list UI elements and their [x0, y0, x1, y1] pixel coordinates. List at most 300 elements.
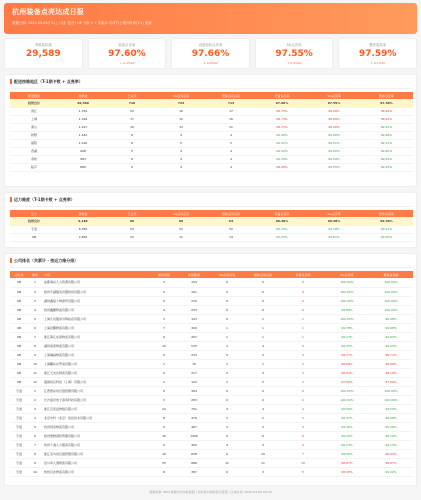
table-cell: 193 — [179, 314, 209, 323]
table-row — [10, 440, 413, 449]
table-row — [10, 131, 413, 139]
column-header[interactable]: 5G点亮点亮 — [209, 271, 245, 278]
table-row — [10, 155, 413, 163]
table-row — [10, 296, 413, 305]
column-header[interactable]: 装机数 — [58, 210, 108, 217]
table-cell: UB — [10, 287, 28, 296]
table-cell: 66 — [156, 217, 206, 225]
region-card-title: 配送按维地区（T-1期卡数 + 点亮率） — [5, 75, 416, 88]
table-cell: 12 — [28, 377, 42, 386]
table-cell: 1 — [28, 386, 42, 395]
table-cell: 11 — [206, 123, 256, 131]
table-cell: 4 — [206, 163, 256, 171]
table-cell: 富阳 — [10, 139, 58, 147]
region-table — [10, 92, 413, 172]
table-row — [10, 359, 413, 368]
table-cell: 3 — [281, 413, 325, 422]
capacity-card-title: 运力维度（T-1期卡数 + 点亮率） — [5, 193, 416, 206]
table-cell: 0 — [245, 395, 281, 404]
table-cell: UB — [10, 278, 28, 287]
kpi-card — [4, 38, 83, 69]
column-header[interactable]: 设备点亮率 — [256, 210, 308, 217]
table-cell: 11 — [156, 233, 206, 241]
table-cell: 99.88% — [325, 305, 369, 314]
kpi-value: 97.59% — [358, 49, 397, 59]
table-cell: 98.67% — [369, 458, 413, 467]
table-cell: 余杭 — [10, 155, 58, 163]
company-table — [10, 271, 413, 477]
table-row — [10, 377, 413, 386]
table-cell: 22 — [108, 107, 156, 115]
column-header[interactable]: 整体点亮点亮 — [206, 92, 256, 99]
table-cell: 5 — [281, 467, 325, 476]
table-row — [10, 467, 413, 476]
table-cell: 上海琳鋆物流有限公司 — [42, 350, 149, 359]
table-cell: 3 — [149, 395, 179, 404]
table-cell: 1 — [245, 314, 281, 323]
table-cell: 1,349 — [58, 115, 108, 123]
table-row — [10, 305, 413, 314]
table-row — [10, 332, 413, 341]
table-cell: 杭州惠鲜餐饮管理有限公司 — [42, 431, 149, 440]
table-cell: 1 — [28, 278, 42, 287]
table-cell: 6 — [149, 332, 179, 341]
column-header[interactable]: 装机条数 — [149, 271, 179, 278]
table-cell: 专送 — [10, 386, 28, 395]
capacity-table — [10, 210, 413, 242]
table-cell: 886 — [179, 458, 209, 467]
table-cell: 99.22% — [369, 467, 413, 476]
table-cell: 217 — [179, 368, 209, 377]
table-cell: UB — [10, 233, 58, 241]
table-cell: 4 — [209, 404, 245, 413]
table-cell: 9 — [108, 163, 156, 171]
table-cell: 4 — [245, 440, 281, 449]
table-cell: 76 — [179, 359, 209, 368]
table-cell: 3 — [245, 350, 281, 359]
table-cell: 2 — [28, 287, 42, 296]
table-row — [10, 395, 413, 404]
table-cell: 0 — [245, 296, 281, 305]
column-header[interactable]: 5G点亮率 — [325, 271, 369, 278]
table-row — [10, 123, 413, 131]
table-cell: 10 — [28, 359, 42, 368]
table-cell: 230 — [179, 296, 209, 305]
table-cell: 浙江百奕货物链有限公司 — [42, 404, 149, 413]
table-cell: 100.00% — [325, 395, 369, 404]
table-cell: 3 — [206, 139, 256, 147]
table-cell: 99.55% — [308, 163, 360, 171]
kpi-label: 5G点亮率 — [286, 43, 302, 47]
table-row — [10, 233, 413, 241]
table-cell: 专送 — [10, 225, 58, 233]
table-cell: 3 — [281, 350, 325, 359]
kpi-label: 设备验收点亮率 — [198, 43, 223, 47]
table-cell: 99.06% — [325, 449, 369, 458]
table-cell: 湖州鼎泰物流有限公司 — [42, 341, 149, 350]
table-cell: 99.48% — [369, 314, 413, 323]
table-cell: 0 — [281, 305, 325, 314]
report-header — [4, 3, 417, 34]
column-header[interactable]: 整体点亮率 — [360, 92, 413, 99]
table-cell: 4 — [206, 131, 256, 139]
table-cell: 97.50% — [369, 377, 413, 386]
table-cell: 6 — [209, 449, 245, 458]
table-cell: 3 — [245, 377, 281, 386]
table-cell: 0 — [209, 395, 245, 404]
table-cell: UB — [10, 296, 28, 305]
table-cell: 5 — [156, 139, 206, 147]
summary-row — [10, 217, 413, 225]
table-cell: 5 — [209, 350, 245, 359]
table-cell: 1,247 — [58, 123, 108, 131]
table-row — [10, 314, 413, 323]
table-cell: 99.28% — [308, 217, 360, 225]
table-cell: 98.71% — [369, 350, 413, 359]
column-header[interactable]: 公司 — [42, 271, 149, 278]
table-row — [10, 431, 413, 440]
table-cell: 638 — [179, 449, 209, 458]
table-header-row — [10, 92, 413, 99]
table-cell: UB — [10, 314, 28, 323]
table-cell: 100.00% — [325, 296, 369, 305]
divider — [10, 206, 411, 207]
table-row — [10, 413, 413, 422]
table-cell: 8 — [149, 467, 179, 476]
table-cell: 1006 — [179, 431, 209, 440]
table-cell: 4 — [281, 341, 325, 350]
table-cell: 0 — [281, 296, 325, 305]
column-header[interactable]: 运力 — [10, 210, 58, 217]
table-cell: 2,826 — [58, 233, 108, 241]
table-cell: 4 — [209, 440, 245, 449]
table-cell: 专送 — [10, 449, 28, 458]
kpi-delta: ↓ 0.1%pt — [119, 61, 134, 65]
column-header[interactable]: 设备点亮率 — [281, 271, 325, 278]
column-header[interactable]: 实际数量 — [179, 271, 209, 278]
table-row — [10, 323, 413, 332]
table-cell: 97.55% — [308, 99, 360, 107]
table-cell: 99.22% — [256, 233, 308, 241]
footer-note: 数据来源: BPM 数据中台实时监测 | 如有疑问请联系运营组 | 生成时间: 2025-04-06 08:00 — [149, 490, 272, 494]
table-cell: 99.25% — [325, 341, 369, 350]
table-cell: 7 — [28, 440, 42, 449]
column-header[interactable]: 整体点亮点亮 — [245, 271, 281, 278]
table-cell: UB — [10, 305, 28, 314]
table-cell: 1 — [149, 359, 179, 368]
table-cell: 16 — [149, 449, 179, 458]
table-cell: 100.00% — [369, 395, 413, 404]
table-cell: 3 — [28, 296, 42, 305]
table-cell: 8 — [149, 413, 179, 422]
table-cell: 98.43% — [369, 449, 413, 458]
table-cell: 1 — [281, 314, 325, 323]
table-row — [10, 287, 413, 296]
column-header[interactable]: 5G点亮率 — [308, 210, 360, 217]
table-cell: 98.08% — [308, 107, 360, 115]
table-cell: 100.00% — [369, 278, 413, 287]
table-cell: 983 — [58, 155, 108, 163]
column-header[interactable]: 5G点亮点亮 — [156, 92, 206, 99]
table-cell: 9 — [149, 422, 179, 431]
kpi-value: 29,589 — [25, 49, 61, 59]
table-cell: 1 — [245, 323, 281, 332]
table-cell: 3 — [209, 377, 245, 386]
table-cell: 1 — [245, 332, 281, 341]
table-row — [10, 147, 413, 155]
column-header[interactable]: 已点亮 — [108, 210, 156, 217]
kpi-delta: ↓ 0.1%pt — [286, 61, 302, 65]
table-cell: 专送 — [10, 395, 28, 404]
kpi-row — [4, 38, 417, 69]
table-cell: 97.60% — [256, 99, 308, 107]
table-cell: 467 — [179, 422, 209, 431]
company-card — [4, 253, 417, 486]
table-cell: 4 — [281, 440, 325, 449]
table-cell: 4 — [156, 163, 206, 171]
table-cell: 29,589 — [58, 99, 108, 107]
kpi-card — [88, 38, 167, 69]
table-cell: 4 — [156, 131, 206, 139]
company-card-title: 公司排名（共累计 · 按运力维分排） — [5, 254, 416, 267]
table-cell: 0 — [245, 386, 281, 395]
table-cell: 387 — [179, 467, 209, 476]
table-cell: 滨江 — [10, 107, 58, 115]
table-cell: 3 — [209, 413, 245, 422]
table-cell: 99.58% — [369, 413, 413, 422]
table-cell: 4 — [206, 155, 256, 163]
table-cell: 476 — [179, 413, 209, 422]
table-cell: 8 — [28, 341, 42, 350]
kpi-value: 97.60% — [108, 49, 146, 59]
table-cell: 萧山 — [10, 123, 58, 131]
table-cell: 1 — [209, 332, 245, 341]
table-cell: 杭州百亦物流有限公司 — [42, 467, 149, 476]
table-cell: 江西德东供应链管理有限公司 — [42, 386, 149, 395]
table-cell: 11 — [245, 458, 281, 467]
table-cell: 98.96% — [360, 107, 413, 115]
column-header[interactable]: 整体点亮率 — [360, 210, 413, 217]
table-cell: 97.50% — [325, 377, 369, 386]
table-cell: 专送 — [10, 458, 28, 467]
table-cell: 99.68% — [369, 323, 413, 332]
table-cell: 283 — [179, 395, 209, 404]
table-cell: 0 — [281, 395, 325, 404]
table-cell: 浙江菜鸟供应链管理有限公司 — [42, 449, 149, 458]
table-cell: 99.63% — [369, 332, 413, 341]
table-cell: 1 — [209, 359, 245, 368]
table-cell: 535 — [179, 341, 209, 350]
table-cell: 99.15% — [256, 225, 308, 233]
table-cell: 120 — [179, 377, 209, 386]
table-cell: 6 — [209, 467, 245, 476]
page-title: 杭州装备点亮达成日报 — [12, 8, 84, 16]
table-cell: 专送 — [10, 404, 28, 413]
table-row — [10, 404, 413, 413]
table-cell: 99.61% — [308, 233, 360, 241]
table-row — [10, 107, 413, 115]
table-cell: UB — [10, 350, 28, 359]
table-cell: 3 — [245, 422, 281, 431]
table-cell: 杭州十速人力服务有限公司 — [42, 440, 149, 449]
table-cell: 233 — [179, 305, 209, 314]
table-header-row — [10, 210, 413, 217]
table-cell: 98.77% — [325, 350, 369, 359]
table-cell: 13 — [156, 123, 206, 131]
table-cell: 364 — [179, 386, 209, 395]
table-cell: 10 — [28, 467, 42, 476]
table-cell: 50 — [206, 225, 256, 233]
table-cell: 上海昆鹏物流有限公司 — [42, 323, 149, 332]
table-cell: 99.66% — [360, 131, 413, 139]
table-cell: 4 — [281, 404, 325, 413]
table-cell: 1 — [209, 323, 245, 332]
table-cell: 791 — [179, 404, 209, 413]
table-cell: 99.10% — [369, 431, 413, 440]
column-header[interactable]: 整体点亮点亮 — [206, 210, 256, 217]
table-cell: 460 — [179, 440, 209, 449]
column-header[interactable]: 装机数 — [58, 92, 108, 99]
table-cell: 99.60% — [308, 147, 360, 155]
table-cell: 4 — [245, 404, 281, 413]
table-cell: 5 — [149, 296, 179, 305]
table-cell: 100.00% — [325, 278, 369, 287]
table-cell: 专送 — [10, 422, 28, 431]
table-cell: 6 — [108, 155, 156, 163]
kpi-label: 整体装机率 — [369, 43, 387, 47]
table-cell: 16 — [149, 431, 179, 440]
table-cell: 10 — [149, 341, 179, 350]
table-cell: 98.72% — [256, 123, 308, 131]
column-header[interactable]: 设备点亮率 — [256, 92, 308, 99]
table-cell: 15 — [156, 115, 206, 123]
table-cell: 5 — [108, 147, 156, 155]
table-cell: 11 — [28, 368, 42, 377]
table-cell: 浙江海亿东商物流有限公司 — [42, 332, 149, 341]
table-cell: 成都润东人力资源有限公司 — [42, 278, 149, 287]
table-cell: 1,016 — [58, 139, 108, 147]
table-row — [10, 115, 413, 123]
table-cell: 99.36% — [369, 422, 413, 431]
table-cell: 98.68% — [325, 359, 369, 368]
table-cell: 0 — [281, 287, 325, 296]
table-cell: 99.10% — [325, 431, 369, 440]
table-cell: 64 — [206, 217, 256, 225]
table-cell: 6 — [108, 131, 156, 139]
table-cell: UB — [10, 323, 28, 332]
table-cell: 4 — [156, 147, 206, 155]
table-row — [10, 350, 413, 359]
kpi-card — [255, 38, 334, 69]
column-header[interactable]: 运力类 — [10, 271, 28, 278]
table-cell: 杭州平湖服务有限杭州有限公司 — [42, 287, 149, 296]
table-cell: 100.00% — [369, 287, 413, 296]
table-cell: 4 — [206, 147, 256, 155]
table-cell: 161 — [179, 287, 209, 296]
table-cell: 6,356 — [58, 225, 108, 233]
table-cell: 233 — [179, 350, 209, 359]
column-header[interactable]: 排名 — [28, 271, 42, 278]
table-row — [10, 422, 413, 431]
table-cell: 0 — [209, 278, 245, 287]
table-row — [10, 449, 413, 458]
table-cell: 4 — [156, 155, 206, 163]
kpi-label: 装备点亮率 — [118, 43, 136, 47]
table-cell: 100.00% — [369, 386, 413, 395]
table-cell: 98.81% — [360, 115, 413, 123]
table-cell: 1 — [245, 359, 281, 368]
table-cell: 714 — [206, 99, 256, 107]
table-cell: 嘉御供应科技（上海）有限公司 — [42, 377, 149, 386]
table-cell: 0 — [209, 386, 245, 395]
table-cell: 99.39% — [256, 155, 308, 163]
table-cell: 9 — [149, 440, 179, 449]
table-cell: 5 — [28, 422, 42, 431]
table-cell: 湖州鑫鼎十种商贸有限公司 — [42, 296, 149, 305]
column-header[interactable]: 已点亮 — [108, 92, 156, 99]
table-cell: 10 — [245, 449, 281, 458]
table-cell: 99.13% — [325, 440, 369, 449]
table-cell: 17 — [206, 107, 256, 115]
table-cell: 0 — [245, 305, 281, 314]
column-header[interactable]: 整体点亮率 — [369, 271, 413, 278]
table-cell: 99.41% — [256, 139, 308, 147]
table-cell: 9 — [28, 458, 42, 467]
summary-row — [10, 99, 413, 107]
table-cell: 99.50% — [369, 404, 413, 413]
column-header[interactable]: 5G点亮点亮 — [156, 210, 206, 217]
table-cell: 98.74% — [256, 115, 308, 123]
table-cell: 1,182 — [58, 131, 108, 139]
table-cell: 0 — [209, 305, 245, 314]
table-cell: 309 — [179, 323, 209, 332]
table-cell: 98.16% — [369, 368, 413, 377]
capacity-card — [4, 192, 417, 248]
column-header[interactable]: 5G点亮率 — [308, 92, 360, 99]
table-cell: UB — [10, 377, 28, 386]
table-cell: 98.96% — [308, 123, 360, 131]
table-cell: 98.67% — [325, 458, 369, 467]
table-cell: 11 — [209, 458, 245, 467]
column-header[interactable]: 配送维度 — [10, 92, 58, 99]
table-cell: 52 — [156, 225, 206, 233]
table-cell: 专送 — [10, 431, 28, 440]
table-cell: 3 — [149, 314, 179, 323]
kpi-card — [171, 38, 250, 69]
table-cell: 0 — [281, 386, 325, 395]
table-cell: 杭州合计 — [10, 217, 58, 225]
table-cell: 10 — [281, 458, 325, 467]
table-cell: 99.60% — [360, 147, 413, 155]
table-cell: 22 — [108, 233, 156, 241]
table-cell: 2 — [28, 395, 42, 404]
table-cell: 2 — [209, 368, 245, 377]
table-row — [10, 139, 413, 147]
table-cell: 4 — [209, 341, 245, 350]
table-row — [10, 458, 413, 467]
table-cell: 6 — [28, 323, 42, 332]
table-cell: 99.66% — [308, 131, 360, 139]
table-cell: 99.12% — [360, 123, 413, 131]
table-cell: 专送 — [10, 467, 28, 476]
table-cell: 100.00% — [325, 314, 369, 323]
table-cell: 99.28% — [256, 217, 308, 225]
table-cell: 98.68% — [369, 359, 413, 368]
table-cell: 98.45% — [325, 467, 369, 476]
table-cell: 浙江天杰达物流有限公司 — [42, 368, 149, 377]
table-cell: 16 — [206, 115, 256, 123]
divider — [10, 88, 411, 89]
